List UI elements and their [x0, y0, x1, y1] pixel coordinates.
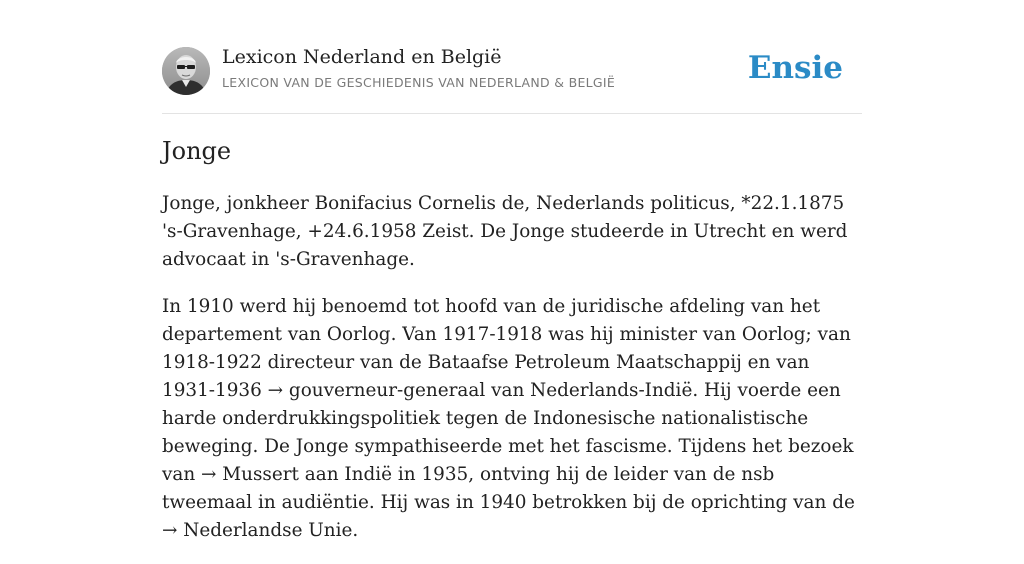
site-subtitle: LEXICON VAN DE GESCHIEDENIS VAN NEDERLAND & BELGIË: [222, 75, 616, 90]
paragraph-text: In 1910 werd hij benoemd tot hoofd van de juridische afdeling van het departement van Oorlog. Van 1917-1918 was hij minister van Oorlog; van 1918-1922 directeur van de Bataafse Petroleum Maatschappij en van 1931-1936: [162, 296, 851, 401]
page-title: Jonge: [162, 137, 232, 165]
paragraph-text: .: [352, 520, 359, 541]
crossref-link-nederlandse-unie[interactable]: → Nederlandse Unie: [162, 520, 353, 541]
crossref-link-gouverneur-generaal[interactable]: → gouverneur-generaal: [267, 380, 486, 401]
site-header: [162, 0, 862, 114]
avatar-portrait-icon: [162, 47, 210, 95]
site-title[interactable]: Lexicon Nederland en België: [222, 46, 502, 68]
ensie-logo-link[interactable]: Ensie: [747, 50, 843, 86]
article-paragraph-1: Jonge, jonkheer Bonifacius Cornelis de, Nederlands politicus, *22.1.1875 's-Gravenhage, +24.6.1958 Zeist. De Jonge studeerde in Utrecht en werd advocaat in 's-Gravenhage.: [162, 193, 848, 270]
article-body: [162, 190, 862, 564]
paragraph-text: van Nederlands-Indië. Hij voerde een harde onderdrukkingspolitiek tegen de Indonesische nationalistische beweging. De Jonge sympathiseerde met het fascisme. Tijdens het bezoek van: [162, 380, 854, 485]
page-container: [162, 0, 862, 541]
paragraph-text: aan Indië in 1935, ontving hij de leider van de nsb tweemaal in audiëntie. Hij was in 1940 betrokken bij de oprichting van de: [162, 464, 855, 513]
avatar[interactable]: [162, 47, 210, 95]
article-paragraph-2: [162, 293, 862, 545]
crossref-link-mussert[interactable]: → Mussert: [201, 464, 299, 485]
